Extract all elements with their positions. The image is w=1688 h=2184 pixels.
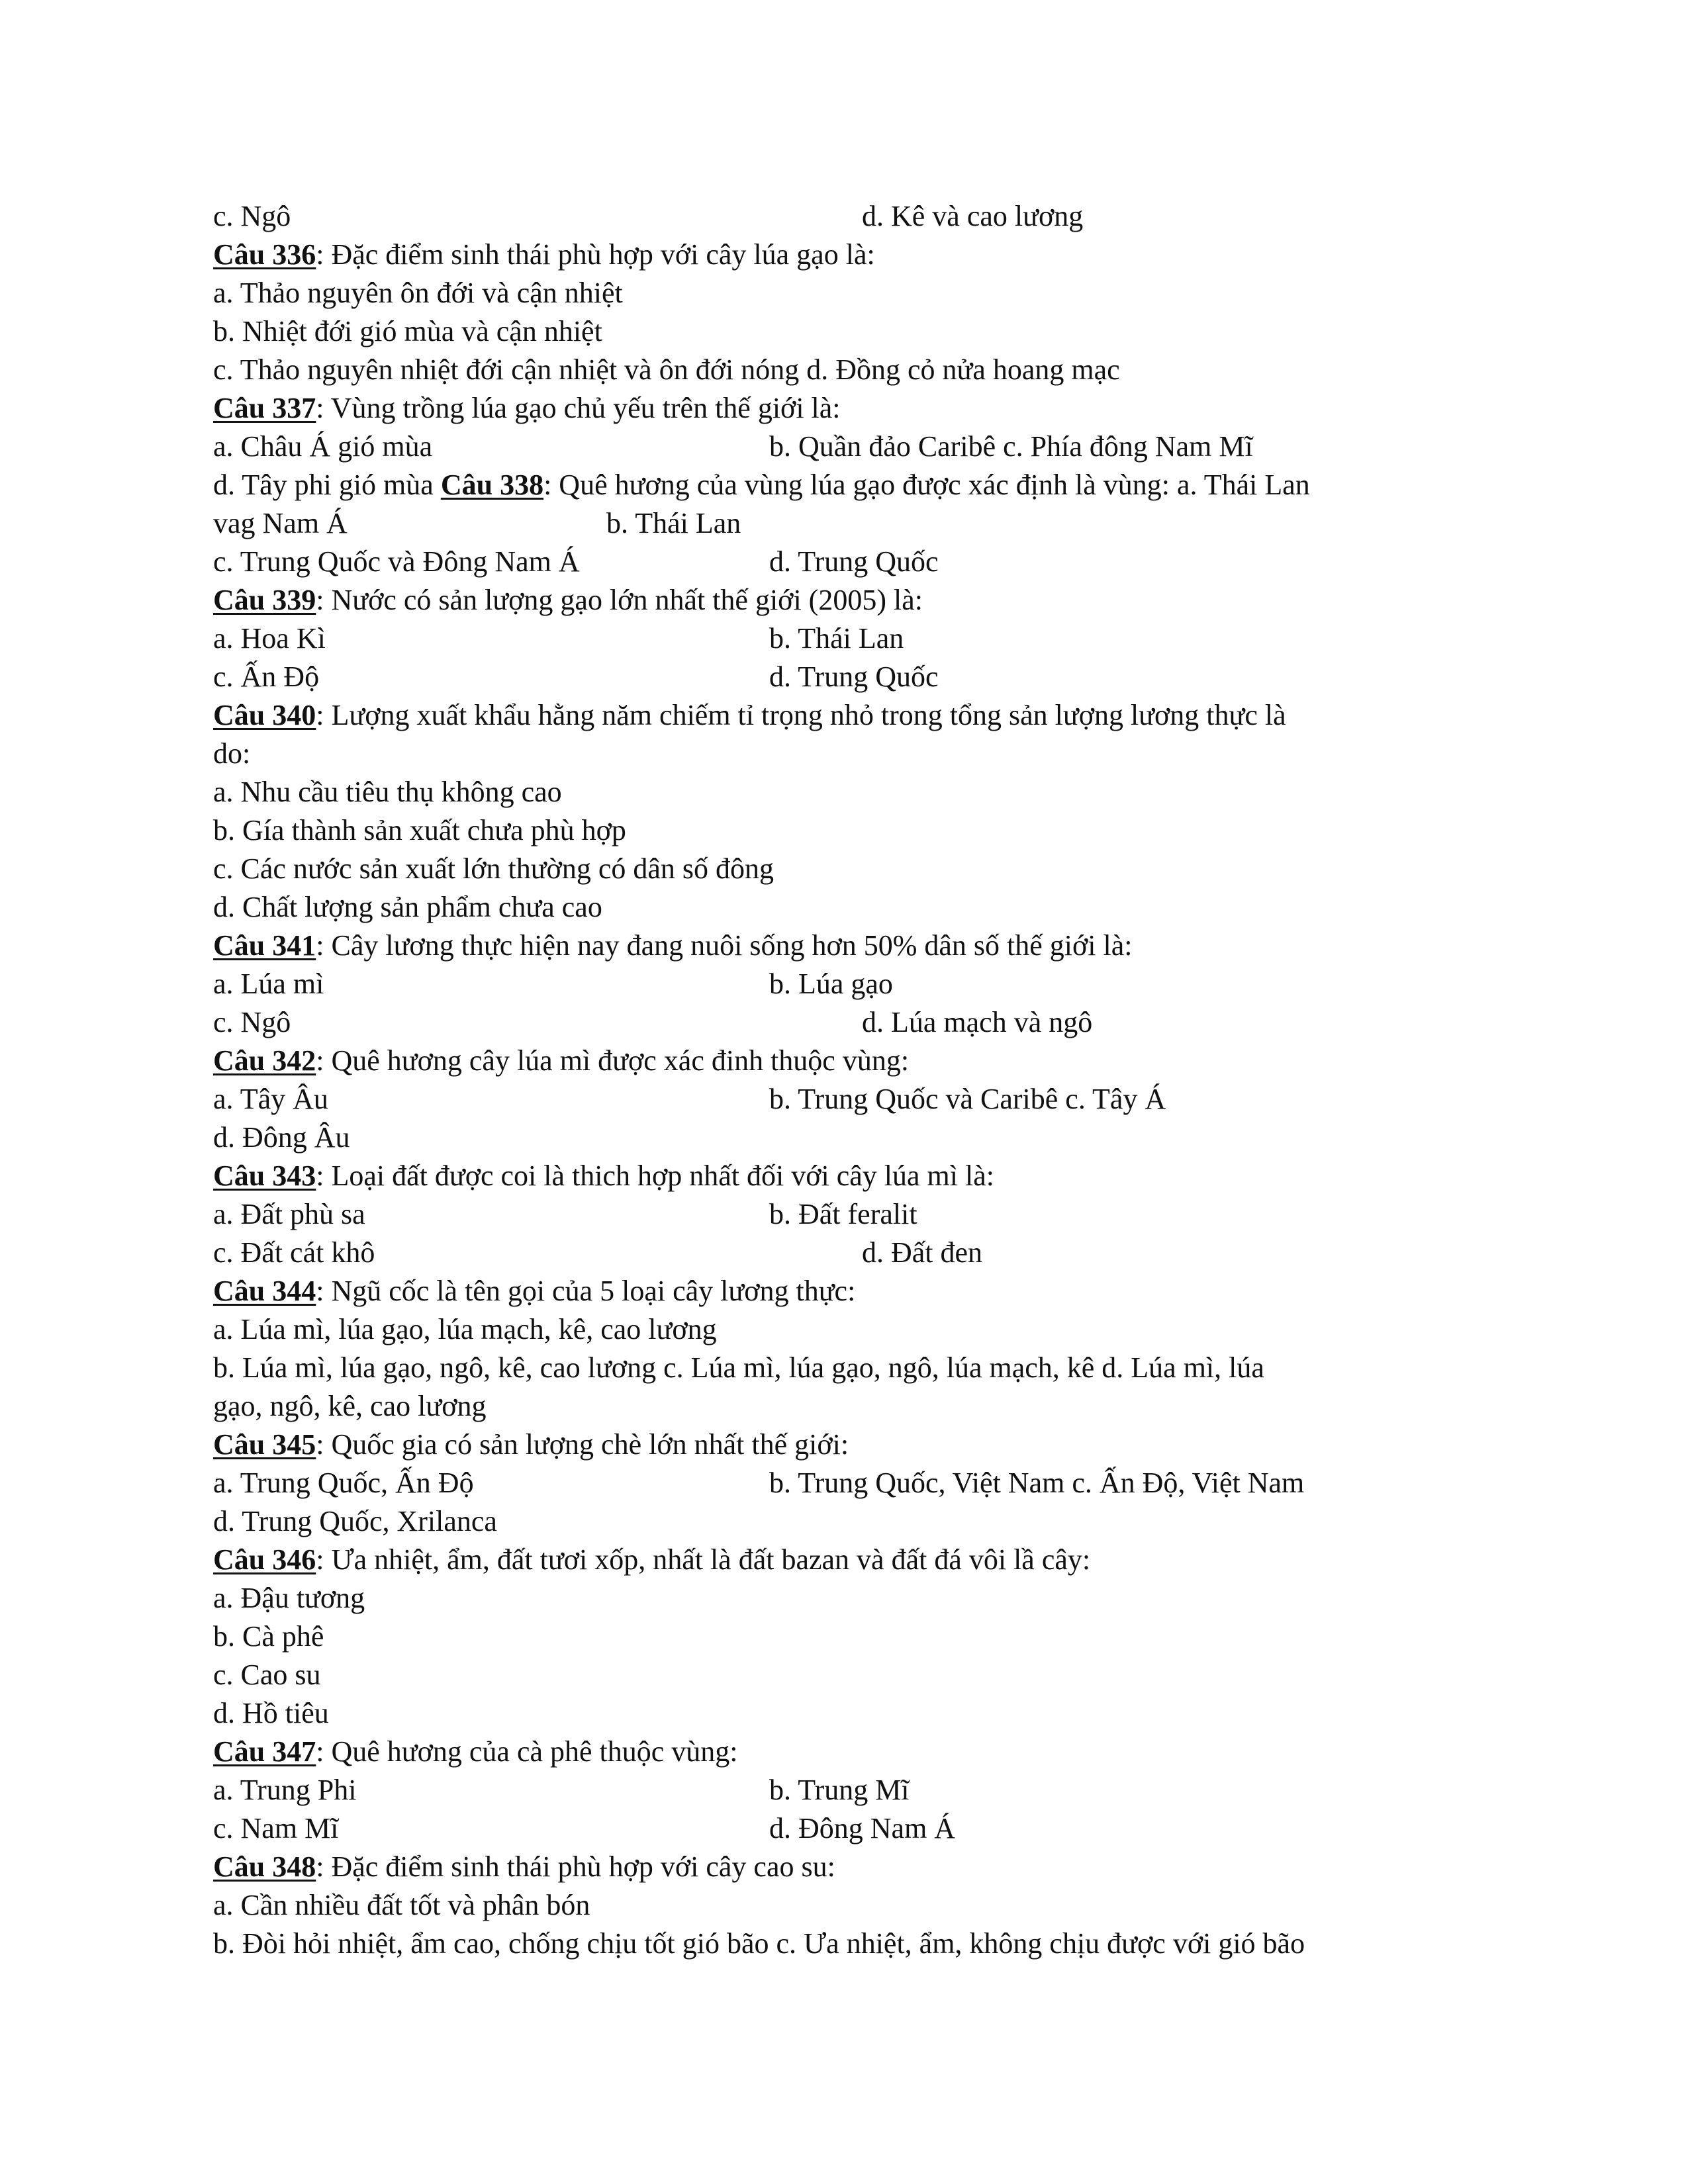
answer-line: b. Thái Lan xyxy=(769,622,904,655)
answer-line: b. Thái Lan xyxy=(606,507,741,539)
question-line: Câu 348: Đặc điểm sinh thái phù hợp với cây cao su: xyxy=(213,1850,835,1883)
answer-line: d. Chất lượng sản phẩm chưa cao xyxy=(213,891,602,923)
answer-line: a. Lúa mì, lúa gạo, lúa mạch, kê, cao lương xyxy=(213,1313,717,1345)
answer-line: b. Cà phê xyxy=(213,1620,324,1653)
answer-line: b. Lúa gạo xyxy=(769,968,893,1000)
answer-line: b. Đất feralit xyxy=(769,1198,917,1230)
answer-line: a. Đậu tương xyxy=(213,1582,365,1614)
answer-line: a. Nhu cầu tiêu thụ không cao xyxy=(213,776,562,808)
answer-line: c. Ấn Độ xyxy=(213,660,320,693)
answer-line: b. Trung Quốc và Caribê c. Tây Á xyxy=(769,1083,1166,1115)
question-number: Câu 339 xyxy=(213,584,316,616)
answer-line: b. Trung Mĩ xyxy=(769,1774,910,1806)
answer-line: b. Quần đảo Caribê c. Phía đông Nam Mĩ xyxy=(769,430,1253,463)
question-line: Câu 344: Ngũ cốc là tên gọi của 5 loại cây lương thực: xyxy=(213,1275,856,1307)
question-line: Câu 336: Đặc điểm sinh thái phù hợp với cây lúa gạo là: xyxy=(213,238,875,271)
answer-line: d. Trung Quốc xyxy=(769,660,939,693)
answer-line: a. Thảo nguyên ôn đới và cận nhiệt xyxy=(213,277,623,309)
question-number: Câu 348 xyxy=(213,1850,316,1883)
answer-line: d. Lúa mạch và ngô xyxy=(862,1006,1093,1038)
answer-line: c. Ngô xyxy=(213,1006,291,1038)
question-line: Câu 342: Quê hương cây lúa mì được xác đinh thuộc vùng: xyxy=(213,1044,910,1077)
answer-line: b. Trung Quốc, Việt Nam c. Ấn Độ, Việt Nam xyxy=(769,1467,1305,1499)
answer-line: d. Trung Quốc, Xrilanca xyxy=(213,1505,497,1537)
answer-line: vag Nam Á xyxy=(213,507,348,539)
question-line: Câu 346: Ưa nhiệt, ẩm, đất tươi xốp, nhất là đất bazan và đất đá vôi lầ cây: xyxy=(213,1543,1091,1576)
question-line: Câu 345: Quốc gia có sản lượng chè lớn nhất thế giới: xyxy=(213,1428,849,1461)
answer-line: a. Đất phù sa xyxy=(213,1198,365,1230)
answer-line: c. Thảo nguyên nhiệt đới cận nhiệt và ôn đới nóng d. Đồng cỏ nửa hoang mạc xyxy=(213,353,1120,386)
answer-line: d. Hồ tiêu xyxy=(213,1697,329,1729)
answer-line: b. Đòi hỏi nhiệt, ẩm cao, chống chịu tốt gió bão c. Ưa nhiệt, ẩm, không chịu được với gió bão xyxy=(213,1927,1305,1960)
answer-line: c. Trung Quốc và Đông Nam Á xyxy=(213,545,580,578)
answer-line: a. Trung Quốc, Ấn Độ xyxy=(213,1467,474,1499)
question-line: Câu 337: Vùng trồng lúa gạo chủ yếu trên thế giới là: xyxy=(213,392,841,424)
answer-line: d. Đông Nam Á xyxy=(769,1812,956,1844)
answer-line: c. Đất cát khô xyxy=(213,1236,375,1269)
question-number: Câu 345 xyxy=(213,1428,316,1461)
question-number: Câu 337 xyxy=(213,392,316,424)
question-line: d. Tây phi gió mùa Câu 338: Quê hương của vùng lúa gạo được xác định là vùng: a. Thái Lan xyxy=(213,469,1310,501)
question-line: do: xyxy=(213,737,251,770)
question-number: Câu 338 xyxy=(440,469,544,501)
question-number: Câu 340 xyxy=(213,699,316,731)
question-line: Câu 340: Lượng xuất khẩu hằng năm chiếm tỉ trọng nhỏ trong tổng sản lượng lương thực là xyxy=(213,699,1286,731)
answer-line: a. Châu Á gió mùa xyxy=(213,430,433,463)
answer-line: d. Đất đen xyxy=(862,1236,983,1269)
answer-line: a. Hoa Kì xyxy=(213,622,326,655)
question-line: Câu 341: Cây lương thực hiện nay đang nuôi sống hơn 50% dân số thế giới là: xyxy=(213,929,1133,962)
answer-line: c. Các nước sản xuất lớn thường có dân số đông xyxy=(213,852,774,885)
answer-line: a. Cần nhiều đất tốt và phân bón xyxy=(213,1889,590,1921)
answer-line: a. Lúa mì xyxy=(213,968,324,1000)
answer-line: c. Ngô xyxy=(213,200,291,232)
question-number: Câu 341 xyxy=(213,929,316,962)
answer-line: b. Nhiệt đới gió mùa và cận nhiệt xyxy=(213,315,602,347)
answer-line: d. Trung Quốc xyxy=(769,545,939,578)
question-number: Câu 347 xyxy=(213,1735,316,1768)
question-line: Câu 347: Quê hương của cà phê thuộc vùng: xyxy=(213,1735,738,1768)
answer-line: a. Trung Phi xyxy=(213,1774,357,1806)
question-number: Câu 342 xyxy=(213,1044,316,1077)
question-number: Câu 344 xyxy=(213,1275,316,1307)
answer-line: b. Lúa mì, lúa gạo, ngô, kê, cao lương c. Lúa mì, lúa gạo, ngô, lúa mạch, kê d. Lúa mì, lúa xyxy=(213,1351,1264,1384)
answer-line: b. Gía thành sản xuất chưa phù hợp xyxy=(213,814,626,846)
question-number: Câu 343 xyxy=(213,1160,316,1192)
answer-line: c. Cao su xyxy=(213,1659,321,1691)
question-number: Câu 336 xyxy=(213,238,316,271)
question-line: Câu 339: Nước có sản lượng gạo lớn nhất thế giới (2005) là: xyxy=(213,584,923,616)
answer-line: gạo, ngô, kê, cao lương xyxy=(213,1390,487,1422)
answer-line: c. Nam Mĩ xyxy=(213,1812,339,1844)
answer-line: d. Đông Âu xyxy=(213,1121,350,1154)
question-number: Câu 346 xyxy=(213,1543,316,1576)
answer-line: d. Kê và cao lương xyxy=(862,200,1084,232)
question-line: Câu 343: Loại đất được coi là thich hợp nhất đối với cây lúa mì là: xyxy=(213,1160,994,1192)
answer-line: a. Tây Âu xyxy=(213,1083,328,1115)
